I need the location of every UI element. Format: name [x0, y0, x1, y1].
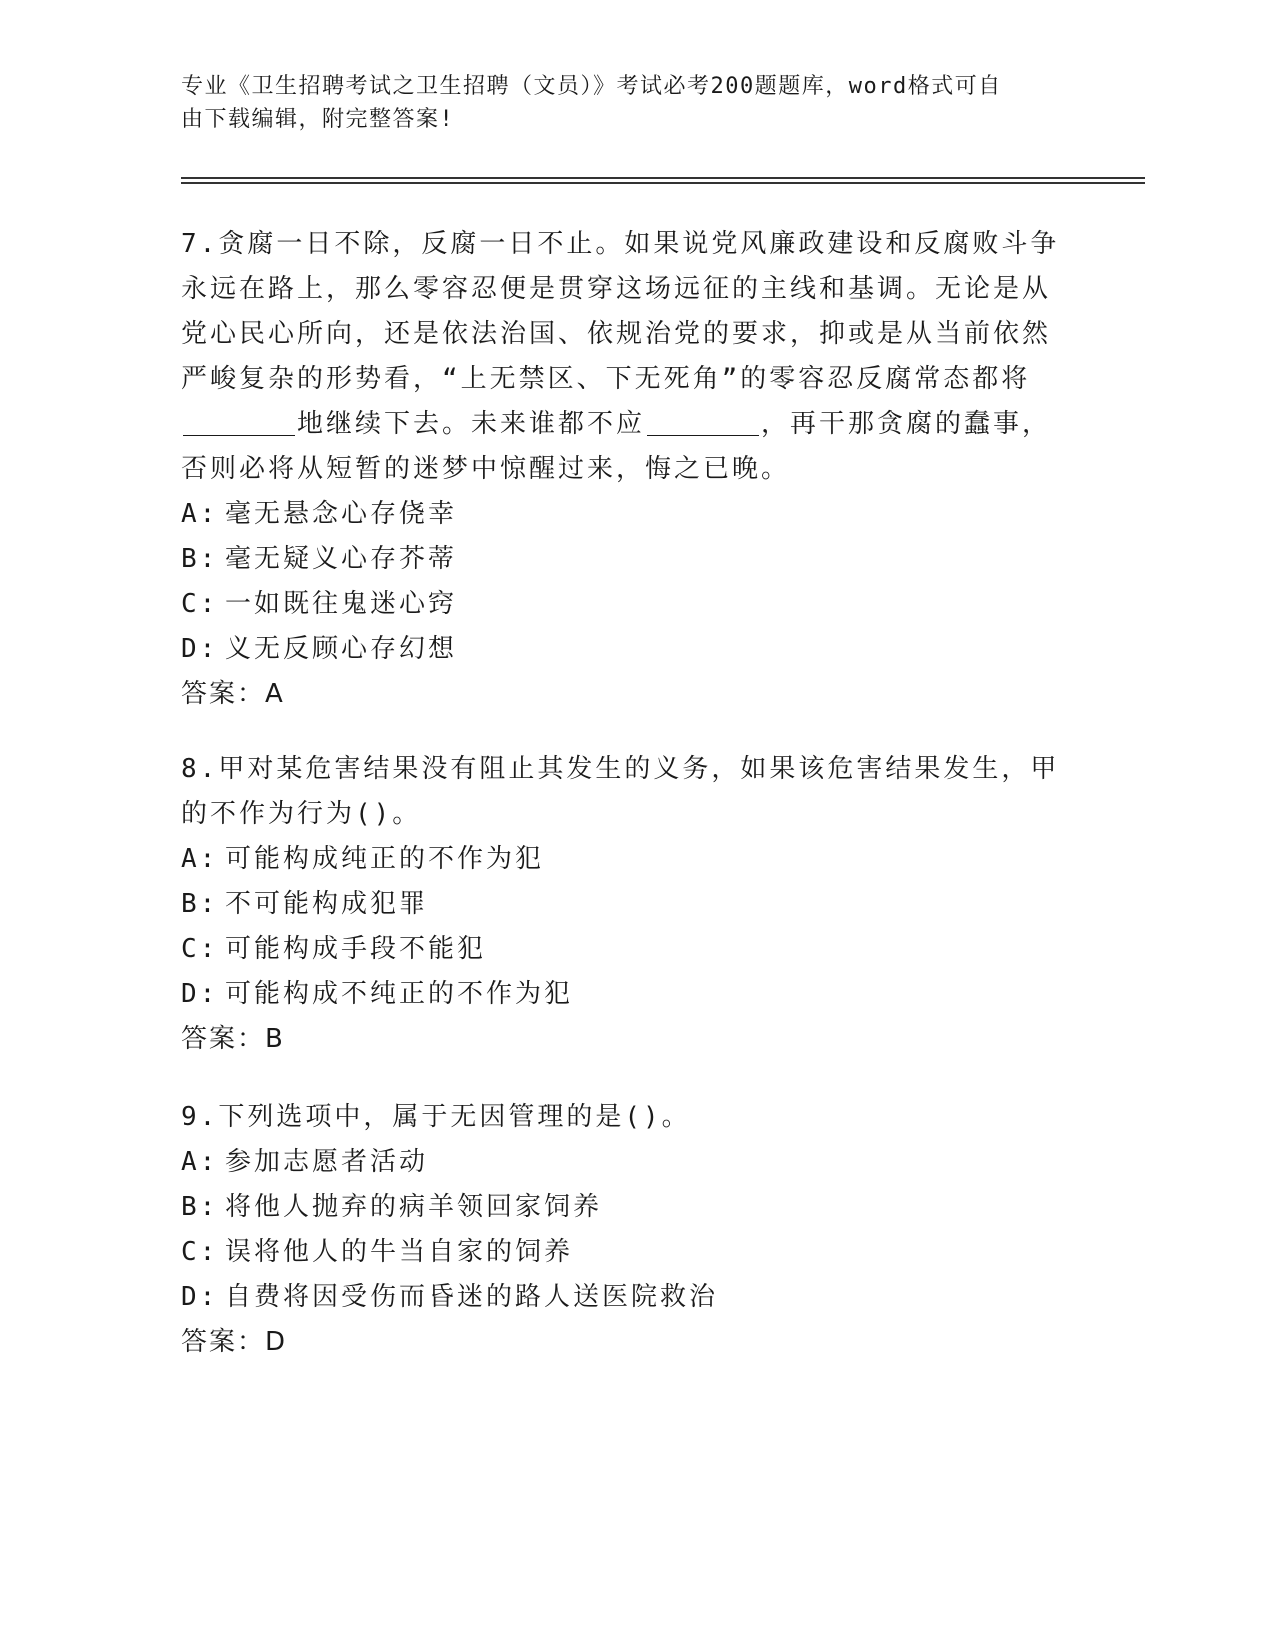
option-d [181, 972, 1061, 1017]
option-c [181, 582, 1061, 627]
option-text: 可能构成手段不能犯 [225, 934, 487, 964]
option-b [181, 537, 1061, 582]
question-text-line: 否则必将从短暂的迷梦中惊醒过来，悔之已晚。 [181, 454, 791, 484]
option-d [181, 627, 1061, 672]
question-number: 8. [181, 754, 219, 784]
option-text: 误将他人的牛当自家的饲养 [225, 1237, 574, 1267]
question-9 [181, 1095, 1061, 1365]
option-letter: A: [181, 1147, 219, 1177]
option-text: 将他人抛弃的病羊领回家饲养 [225, 1192, 603, 1222]
answer-line: 答案：A [181, 679, 285, 709]
question-number: 9. [181, 1102, 219, 1132]
option-letter: D: [181, 634, 219, 664]
option-letter: D: [181, 1282, 219, 1312]
question-stem [181, 222, 1061, 267]
question-stem [181, 1095, 1061, 1140]
option-letter: C: [181, 934, 219, 964]
question-8 [181, 747, 1061, 1062]
option-letter: C: [181, 589, 219, 619]
option-letter: B: [181, 544, 219, 574]
option-letter: C: [181, 1237, 219, 1267]
question-text-line: 党心民心所向，还是依法治国、依规治党的要求，抑或是从当前依然 [181, 319, 1052, 349]
document-header [181, 70, 1051, 136]
question-blank-line [181, 402, 1061, 447]
option-c [181, 927, 1061, 972]
option-letter: A: [181, 499, 219, 529]
question-text-line: 甲对某危害结果没有阻止其发生的义务，如果该危害结果发生，甲 [218, 754, 1060, 784]
question-text-segment: 地继续下去。未来谁都不应 [297, 409, 646, 439]
option-text: 可能构成不纯正的不作为犯 [225, 979, 574, 1009]
option-text: 一如既往鬼迷心窍 [225, 589, 458, 619]
option-letter: A: [181, 844, 219, 874]
option-text: 不可能构成犯罪 [225, 889, 429, 919]
question-text-line: 下列选项中，属于无因管理的是()。 [218, 1102, 691, 1132]
question-stem [181, 747, 1061, 792]
option-text: 参加志愿者活动 [225, 1147, 429, 1177]
option-text: 义无反顾心存幻想 [225, 634, 458, 664]
answer-line: 答案：B [181, 1024, 285, 1054]
question-text-line: 的不作为行为()。 [181, 799, 422, 829]
question-7 [181, 222, 1061, 717]
option-b [181, 882, 1061, 927]
option-b [181, 1185, 1061, 1230]
question-text-line: 贪腐一日不除，反腐一日不止。如果说党风廉政建设和反腐败斗争 [218, 229, 1060, 259]
option-letter: B: [181, 1192, 219, 1222]
option-d [181, 1275, 1061, 1320]
header-line-2: 由下载编辑，附完整答案! [181, 107, 455, 132]
header-line-1: 专业《卫生招聘考试之卫生招聘（文员）》考试必考200题题库，word格式可自 [181, 74, 1002, 99]
option-letter: D: [181, 979, 219, 1009]
question-number: 7. [181, 229, 219, 259]
header-divider-top [181, 177, 1145, 179]
question-text-segment: ，再干那贪腐的蠢事， [761, 409, 1052, 439]
option-letter: B: [181, 889, 219, 919]
header-divider-bottom [181, 182, 1145, 184]
option-a [181, 837, 1061, 882]
option-text: 可能构成纯正的不作为犯 [225, 844, 545, 874]
option-text: 自费将因受伤而昏迷的路人送医院救治 [225, 1282, 719, 1312]
option-text: 毫无疑义心存芥蒂 [225, 544, 458, 574]
option-c [181, 1230, 1061, 1275]
option-text: 毫无悬念心存侥幸 [225, 499, 458, 529]
fill-blank [183, 405, 295, 436]
option-a [181, 1140, 1061, 1185]
fill-blank [647, 405, 759, 436]
answer-line: 答案：D [181, 1327, 288, 1357]
question-text-line: 严峻复杂的形势看，“上无禁区、下无死角”的零容忍反腐常态都将 [181, 364, 1031, 394]
question-text-line: 永远在路上，那么零容忍便是贯穿这场远征的主线和基调。无论是从 [181, 274, 1052, 304]
option-a [181, 492, 1061, 537]
